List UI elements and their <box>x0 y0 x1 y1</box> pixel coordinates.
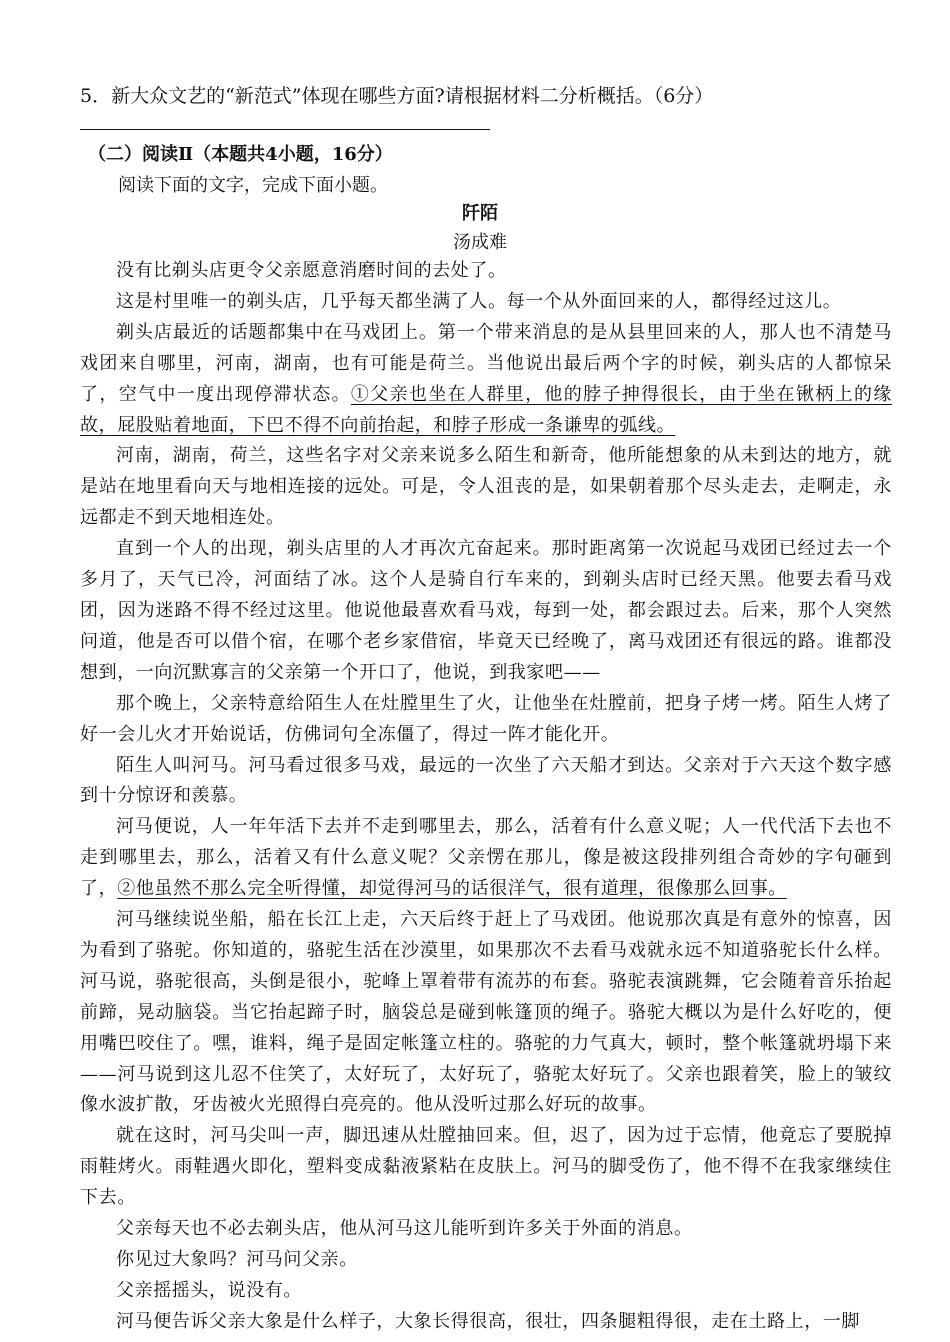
paragraph-12: 你见过大象吗？河马问父亲。 <box>116 1249 358 1270</box>
paragraph-9: 河马继续说坐船，船在长江上走，六天后终于赶上了马戏团。他说那次真是有意外的惊喜，因为看到了骆驼。你知道的，骆驼生活在沙漠里，如果那次不去看马戏就永远不知道骆驼长什么样。河马说，骆驼很高，头倒是很小，驼峰上罩着带有流苏的布套。骆驼表演跳舞，它会随着音乐抬起前蹄，晃动脑袋。当它抬起蹄子时，脑袋总是碰到帐篷顶的绳子。骆驼大概以为是什么好吃的，便用嘴巴咬住了。嘿，谁料，绳子是固定帐篷立柱的。骆驼的力气真大，顿时，整个帐篷就坍塌下来——河马说到这儿忍不住笑了，太好玩了，太好玩了，骆驼太好玩了。父亲也跟着笑，脸上的皱纹像水波扩散，牙齿被火光照得白亮亮的。他从没听过那么好玩的故事。 <box>80 909 892 1116</box>
section-heading: （二）阅读Ⅱ（本题共4小题，16分） <box>88 144 393 165</box>
paragraph-13: 父亲摇摇头，说没有。 <box>116 1279 302 1301</box>
question-5: 5．新大众文艺的“新范式”体现在哪些方面?请根据材料二分析概括。（6分） <box>80 85 714 107</box>
paragraph-8 <box>80 812 892 905</box>
paragraph-1: 没有比剃头店更令父亲愿意消磨时间的去处了。 <box>116 260 507 281</box>
story-body <box>80 256 892 1338</box>
paragraph-4: 河南，湖南，荷兰，这些名字对父亲来说多么陌生和新奇，他所能想象的从未到达的地方，就是站在地里看向天与地相连接的远处。可是，令人沮丧的是，如果朝着那个尽头走去，走啊走，永远都走不到天地相连处。 <box>80 445 892 529</box>
paragraph-11: 父亲每天也不必去剃头店，他从河马这儿能听到许多关于外面的消息。 <box>116 1218 693 1240</box>
story-author: 汤成难 <box>453 232 507 253</box>
underlined-sentence-2: ②他虽然不那么完全听得懂，却觉得河马的话很洋气，很有道理，很像那么回事。 <box>117 878 787 900</box>
paragraph-5: 直到一个人的出现，剃头店里的人才再次亢奋起来。那时距离第一次说起马戏团已经过去一个多月了，天气已冷，河面结了冰。这个人是骑自行车来的，到剃头店时已经天黑。他要去看马戏团，因为迷路不得不经过这里。他说他最喜欢看马戏，每到一处，都会跟过去。后来，那个人突然问道，他是否可以借个宿，在哪个老乡家借宿，毕竟天已经晚了，离马戏团还有很远的路。谁都没想到，一向沉默寡言的父亲第一个开口了，他说，到我家吧—— <box>80 538 892 683</box>
paragraph-3 <box>80 318 892 442</box>
paragraph-7: 陌生人叫河马。河马看过很多马戏，最远的一次坐了六天船才到达。父亲对于六天这个数字感到十分惊讶和羡慕。 <box>80 754 892 807</box>
reading-instruction: 阅读下面的文字，完成下面小题。 <box>118 175 388 196</box>
paragraph-6: 那个晚上，父亲特意给陌生人在灶膛里生了火，让他坐在灶膛前，把身子烤一烤。陌生人烤了好一会儿火才开始说话，仿佛词句全冻僵了，得过一阵才能化开。 <box>80 692 892 745</box>
paragraph-3-text: 剃头店最近的话题都集中在马戏团上。第一个带来消息的是从县里回来的人，那人也不清楚马戏团来自哪里，河南，湖南，也有可能是荷兰。当他说出最后两个字的时候，剃头店的人都惊呆了，空气中一度出现停滞状态。 <box>80 321 892 405</box>
answer-line <box>80 129 490 130</box>
paragraph-2: 这是村里唯一的剃头店，几乎每天都坐满了人。每一个从外面回来的人，都得经过这儿。 <box>116 290 842 312</box>
paragraph-14: 河马便告诉父亲大象是什么样子，大象长得很高，很壮，四条腿粗得很，走在土路上，一脚 <box>116 1310 860 1332</box>
story-title: 阡陌 <box>462 203 498 224</box>
underlined-sentence-1: ①父亲也坐在人群里，他的脖子抻得很长，由于坐在锹柄上的缘故，屁股贴着地面，下巴不得不向前抬起，和脖子形成一条谦卑的弧线。 <box>80 383 892 436</box>
paragraph-10: 就在这时，河马尖叫一声，脚迅速从灶膛抽回来。但，迟了，因为过于忘情，他竟忘了要脱掉雨鞋烤火。雨鞋遇火即化，塑料变成黏液紧粘在皮肤上。河马的脚受伤了，他不得不在我家继续住下去。 <box>80 1125 892 1209</box>
paragraph-8-text: 河马便说，人一年年活下去并不走到哪里去，那么，活着有什么意义呢；人一代代活下去也不走到哪里去，那么，活着又有什么意义呢？父亲愣在那儿，像是被这段排列组合奇妙的字句砸到了， <box>80 816 892 900</box>
